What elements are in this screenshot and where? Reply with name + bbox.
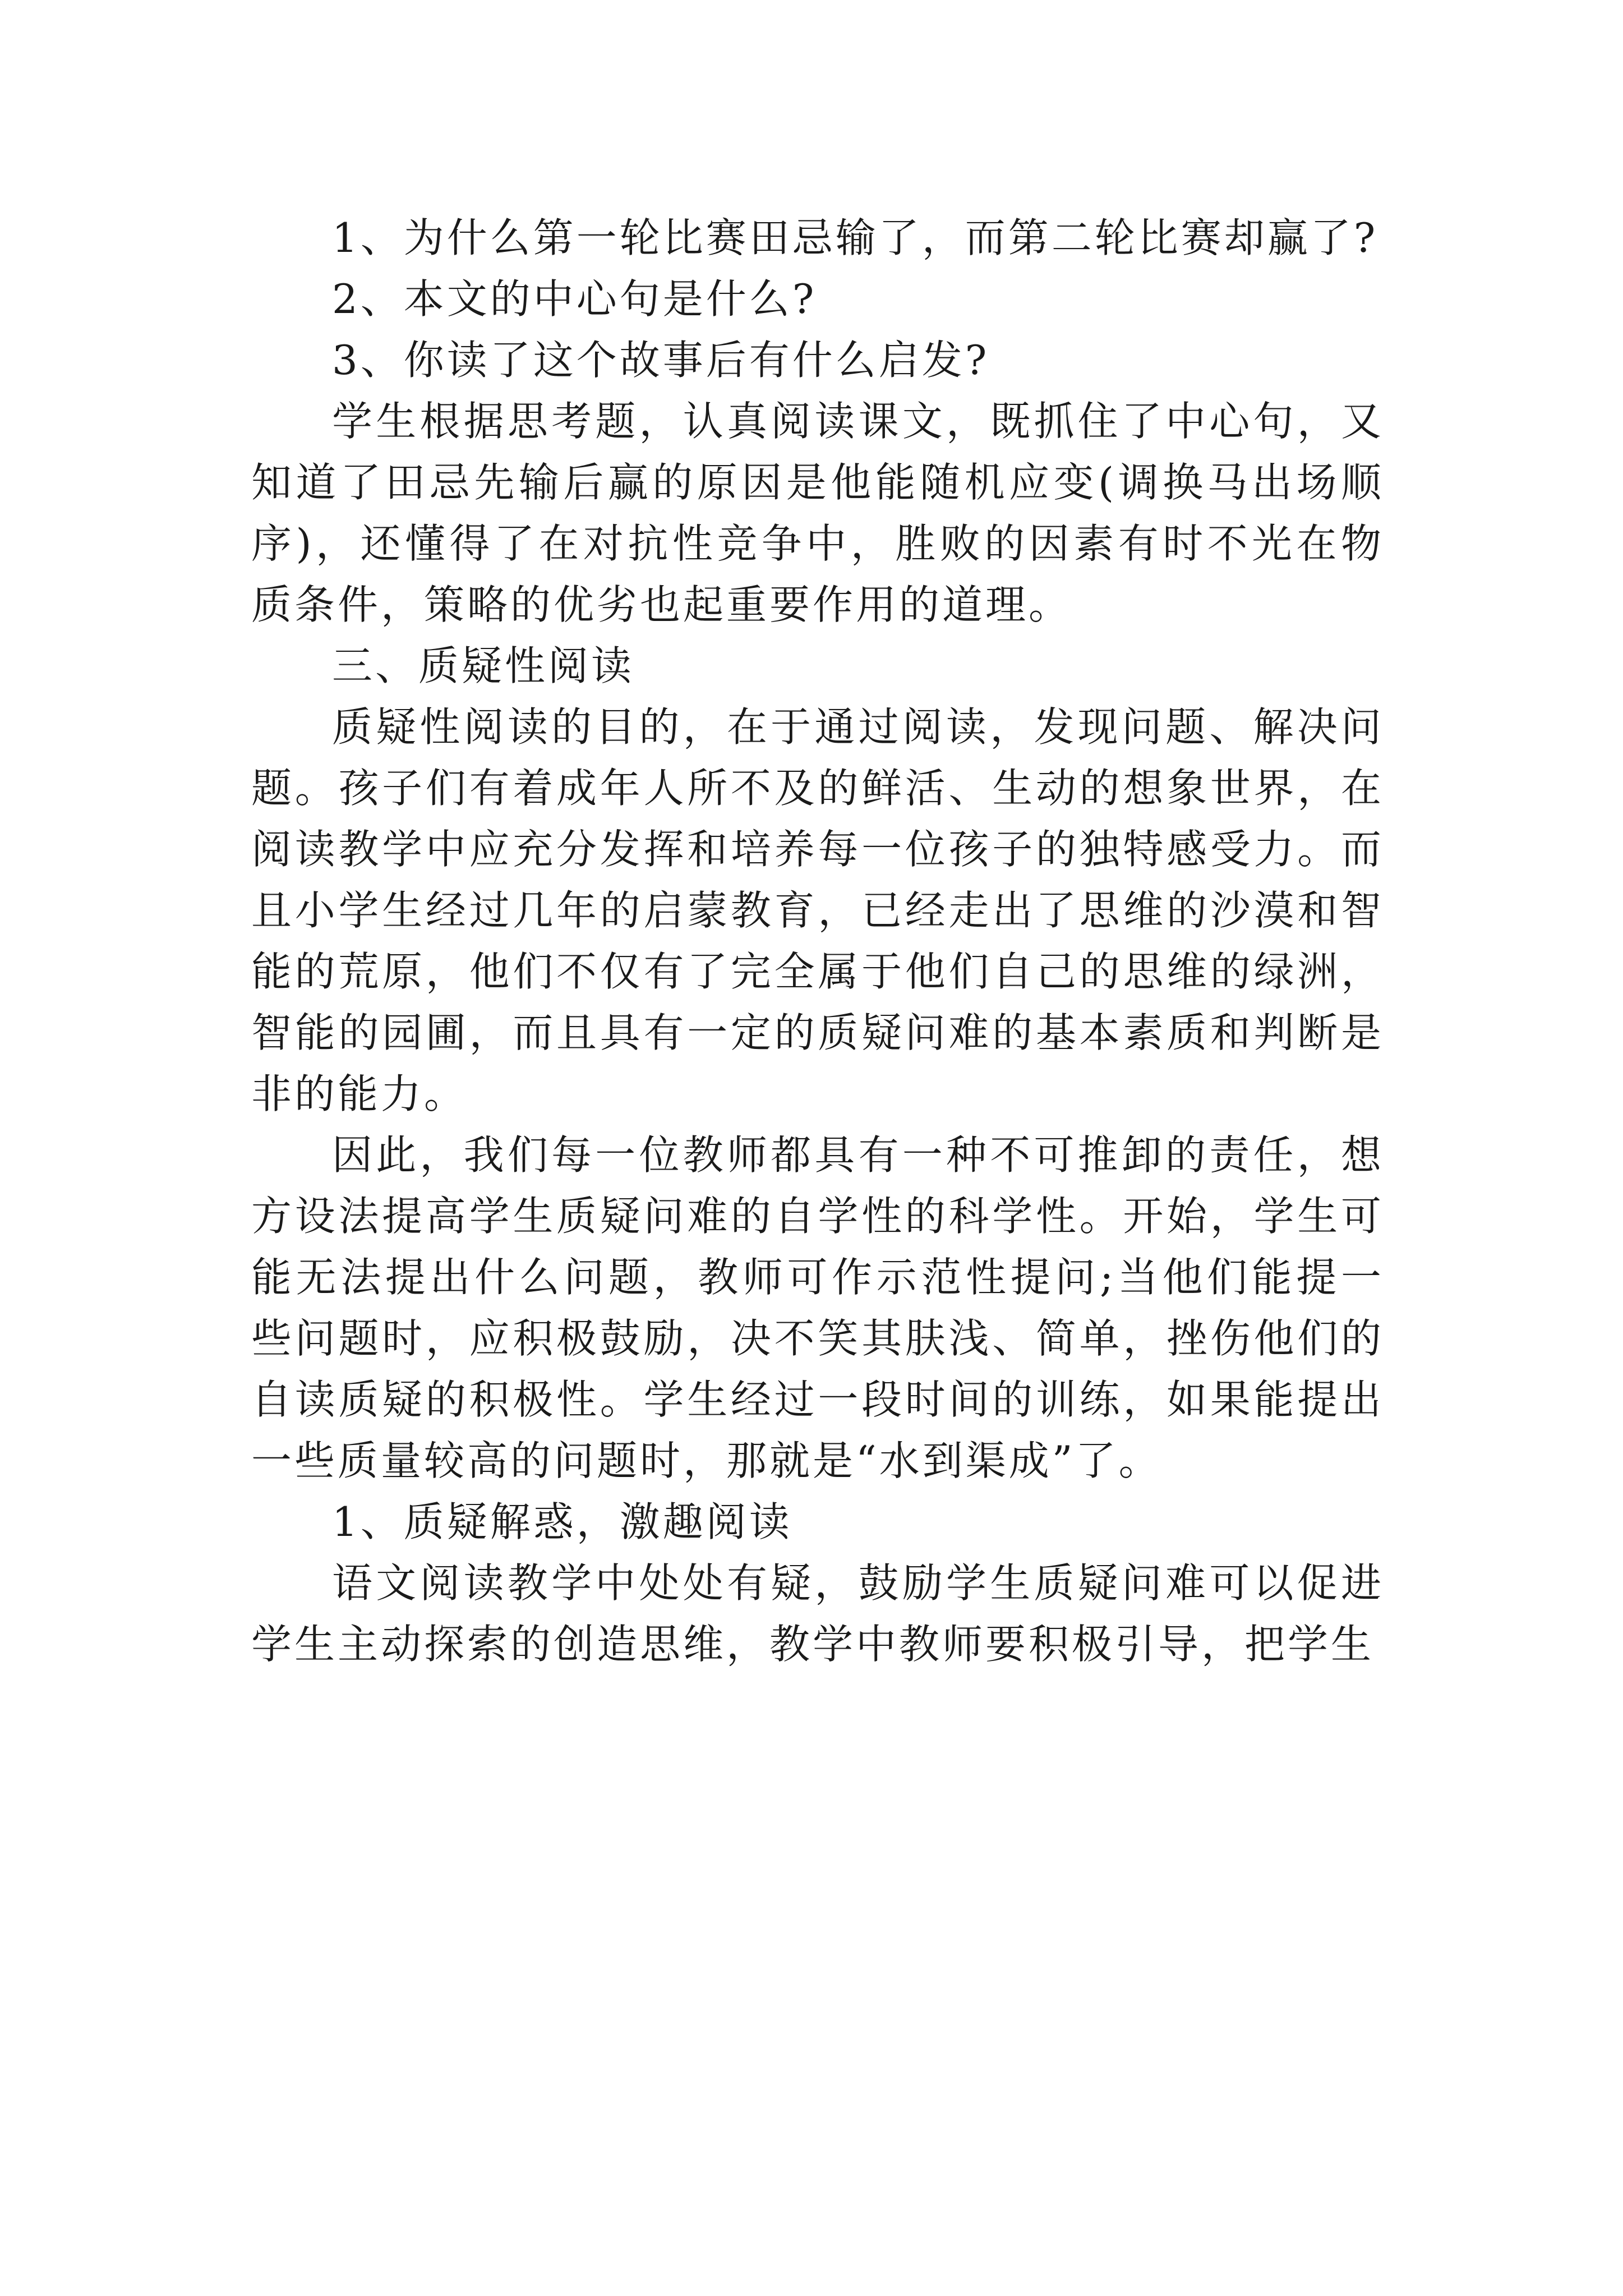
section-heading-3: 三、质疑性阅读 xyxy=(332,642,635,689)
paragraph-questioning-purpose: 质疑性阅读的目的，在于通过阅读，发现问题、解决问题。孩子们有着成年人所不及的鲜活、生动的想象世界，在阅读教学中应充分发挥和培养每一位孩子的独特感受力。而且小学生经过几年的启蒙教育，已经走出了思维的沙漠和智能的荒原，他们不仅有了完全属于他们自己的思维的绿洲，智能的园圃，而且具有一定的质疑问难的基本素质和判断是非的能力。 xyxy=(251,703,1384,1117)
question-1: 1、为什么第一轮比赛田忌输了，而第二轮比赛却赢了? xyxy=(332,214,1378,261)
paragraph-student-reading: 学生根据思考题，认真阅读课文，既抓住了中心句，又知道了田忌先输后赢的原因是他能随机应变(调换马出场顺序)，还懂得了在对抗性竞争中，胜败的因素有时不光在物质条件，策略的优劣也起重要作用的道理。 xyxy=(251,398,1384,628)
subheading-1: 1、质疑解惑，激趣阅读 xyxy=(332,1498,792,1545)
document-body xyxy=(251,208,1384,1675)
paragraph-encourage-questions: 语文阅读教学中处处有疑，鼓励学生质疑问难可以促进学生主动探索的创造思维，教学中教师要积极引导，把学生 xyxy=(251,1559,1384,1668)
paragraph-teacher-responsibility: 因此，我们每一位教师都具有一种不可推卸的责任，想方设法提高学生质疑问难的自学性的科学性。开始，学生可能无法提出什么问题，教师可作示范性提问;当他们能提一些问题时，应积极鼓励，决不笑其肤浅、简单，挫伤他们的自读质疑的积极性。学生经过一段时间的训练，如果能提出一些质量较高的问题时，那就是“水到渠成”了。 xyxy=(251,1131,1384,1484)
question-2: 2、本文的中心句是什么? xyxy=(332,275,817,323)
question-3: 3、你读了这个故事后有什么启发? xyxy=(332,337,990,384)
